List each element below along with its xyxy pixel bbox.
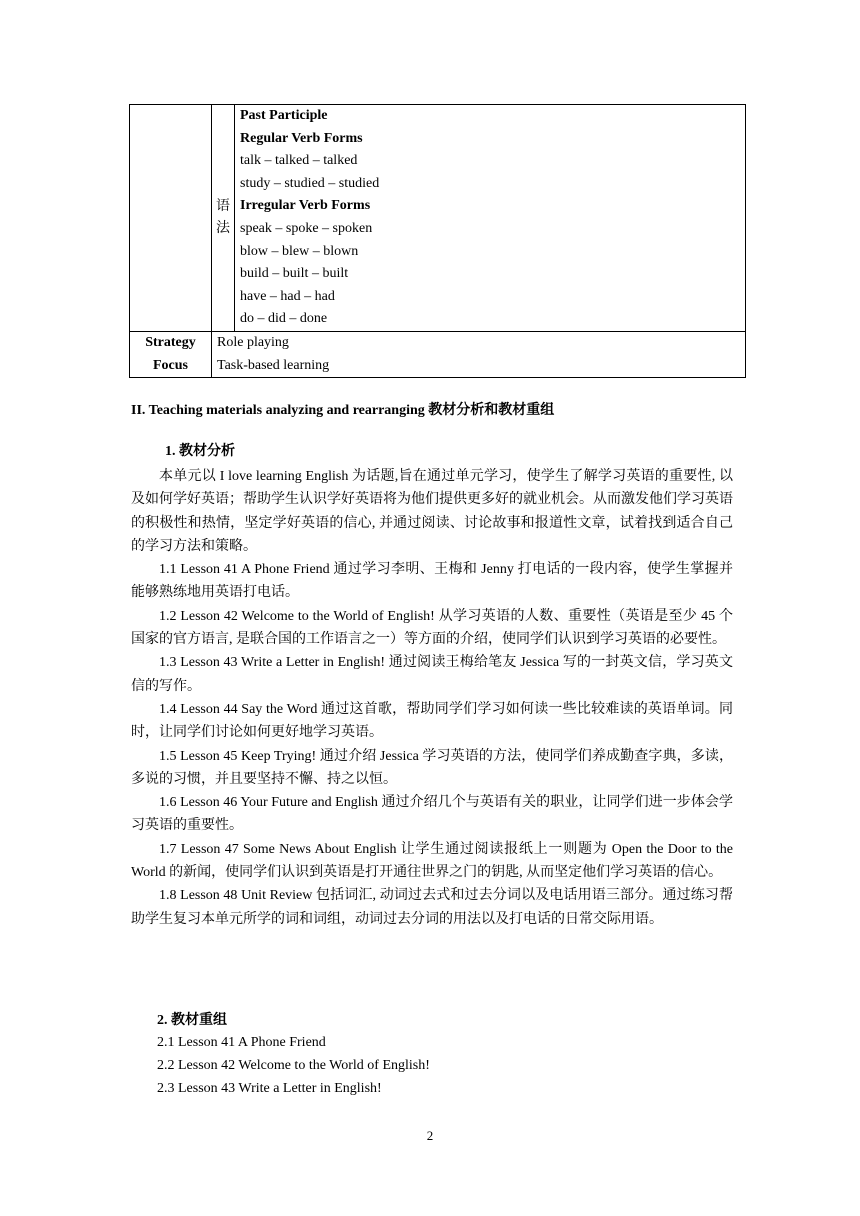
page-number: 2 xyxy=(426,1128,434,1143)
strategy-label-line: Focus xyxy=(153,357,188,373)
grammar-line: do – did – done xyxy=(240,311,328,327)
lesson-paragraph: 1.3 Lesson 43 Write a Letter in English! 通过阅读王梅给笔友 Jessica 写的一封英文信，学习英文信的写作。 xyxy=(131,655,733,694)
strategy-content-cell xyxy=(212,331,746,377)
lesson-paragraph: 1.4 Lesson 44 Say the Word 通过这首歌，帮助同学们学习如何读一些比较难读的英语单词。同时，让同学们讨论如何更好地学习英语。 xyxy=(131,701,733,741)
subsection-heading: 1. 教材分析 xyxy=(165,444,235,459)
lesson-paragraph: 1.1 Lesson 41 A Phone Friend 通过学习李明、王梅和 Jenny 打电话的一段内容，使学生掌握并能够熟练地用英语打电话。 xyxy=(131,562,733,601)
rearranged-lesson-item: 2.2 Lesson 42 Welcome to the World of English! xyxy=(157,1058,430,1073)
grammar-line: speak – spoke – spoken xyxy=(240,220,373,236)
grammar-line: Irregular Verb Forms xyxy=(240,198,371,214)
section-heading: II. Teaching materials analyzing and rearranging 教材分析和教材重组 xyxy=(131,403,555,418)
rearranged-lesson-item: 2.1 Lesson 41 A Phone Friend xyxy=(157,1035,326,1050)
grammar-line: Regular Verb Forms xyxy=(240,130,363,146)
rearranged-lesson-item: 2.3 Lesson 43 Write a Letter in English! xyxy=(157,1081,382,1096)
strategy-line: Role playing xyxy=(217,334,289,350)
grammar-label-char: 法 xyxy=(216,220,230,236)
lesson-paragraph: 1.8 Lesson 48 Unit Review 包括词汇, 动词过去式和过去分词以及电话用语三部分。通过练习帮助学生复习本单元所学的词和词组，动词过去分词的用法以及打电话的日常交际用语。 xyxy=(131,888,733,927)
lesson-paragraph: 1.5 Lesson 45 Keep Trying! 通过介绍 Jessica 学习英语的方法，使同学们养成勤查字典，多读，多说的习惯，并且要坚持不懈、持之以恒。 xyxy=(131,748,733,787)
grammar-line: talk – talked – talked xyxy=(240,153,358,169)
grammar-line: study – studied – studied xyxy=(240,175,380,191)
lesson-paragraph: 1.6 Lesson 46 Your Future and English 通过介绍几个与英语有关的职业，让同学们进一步体会学习英语的重要性。 xyxy=(131,795,733,834)
strategy-line: Task-based learning xyxy=(217,357,330,373)
lesson-paragraph: 1.2 Lesson 42 Welcome to the World of English! 从学习英语的人数、重要性（英语是至少 45 个国家的官方语言, 是联合国的工作语言之一）等方面的介绍，使同学们认识到学习英语的必要性。 xyxy=(131,608,733,648)
grammar-line: build – built – built xyxy=(240,266,349,282)
strategy-row xyxy=(130,331,746,377)
objectives-table xyxy=(129,104,746,378)
grammar-row xyxy=(130,105,746,332)
empty-label-cell xyxy=(130,105,212,332)
grammar-label-cell xyxy=(212,105,235,332)
analysis-paragraphs xyxy=(131,465,733,931)
strategy-label-cell xyxy=(130,331,212,377)
intro-paragraph: 本单元以 I love learning English 为话题,旨在通过单元学习，使学生了解学习英语的重要性, 以及如何学好英语；帮助学生认识学好英语将为他们提供更多好的就业机会。从而激发他们学习英语的积极性和热情，坚定学好英语的信心, 并通过阅读、讨论故事和报道性文章，试着找到适合自己的学习方法和策略。 xyxy=(131,469,733,554)
strategy-label-line: Strategy xyxy=(145,334,196,350)
grammar-line: have – had – had xyxy=(240,288,335,304)
subsection-heading: 2. 教材重组 xyxy=(157,1013,227,1028)
grammar-line: Past Participle xyxy=(240,108,328,123)
lesson-paragraph: 1.7 Lesson 47 Some News About English 让学生通过阅读报纸上一则题为 Open the Door to the World 的新闻，使同学们认识到英语是打开通往世界之门的钥匙, 从而坚定他们学习英语的信心。 xyxy=(131,841,733,881)
grammar-label-char: 语 xyxy=(216,198,230,214)
grammar-content-cell xyxy=(235,105,746,332)
grammar-line: blow – blew – blown xyxy=(240,243,359,259)
